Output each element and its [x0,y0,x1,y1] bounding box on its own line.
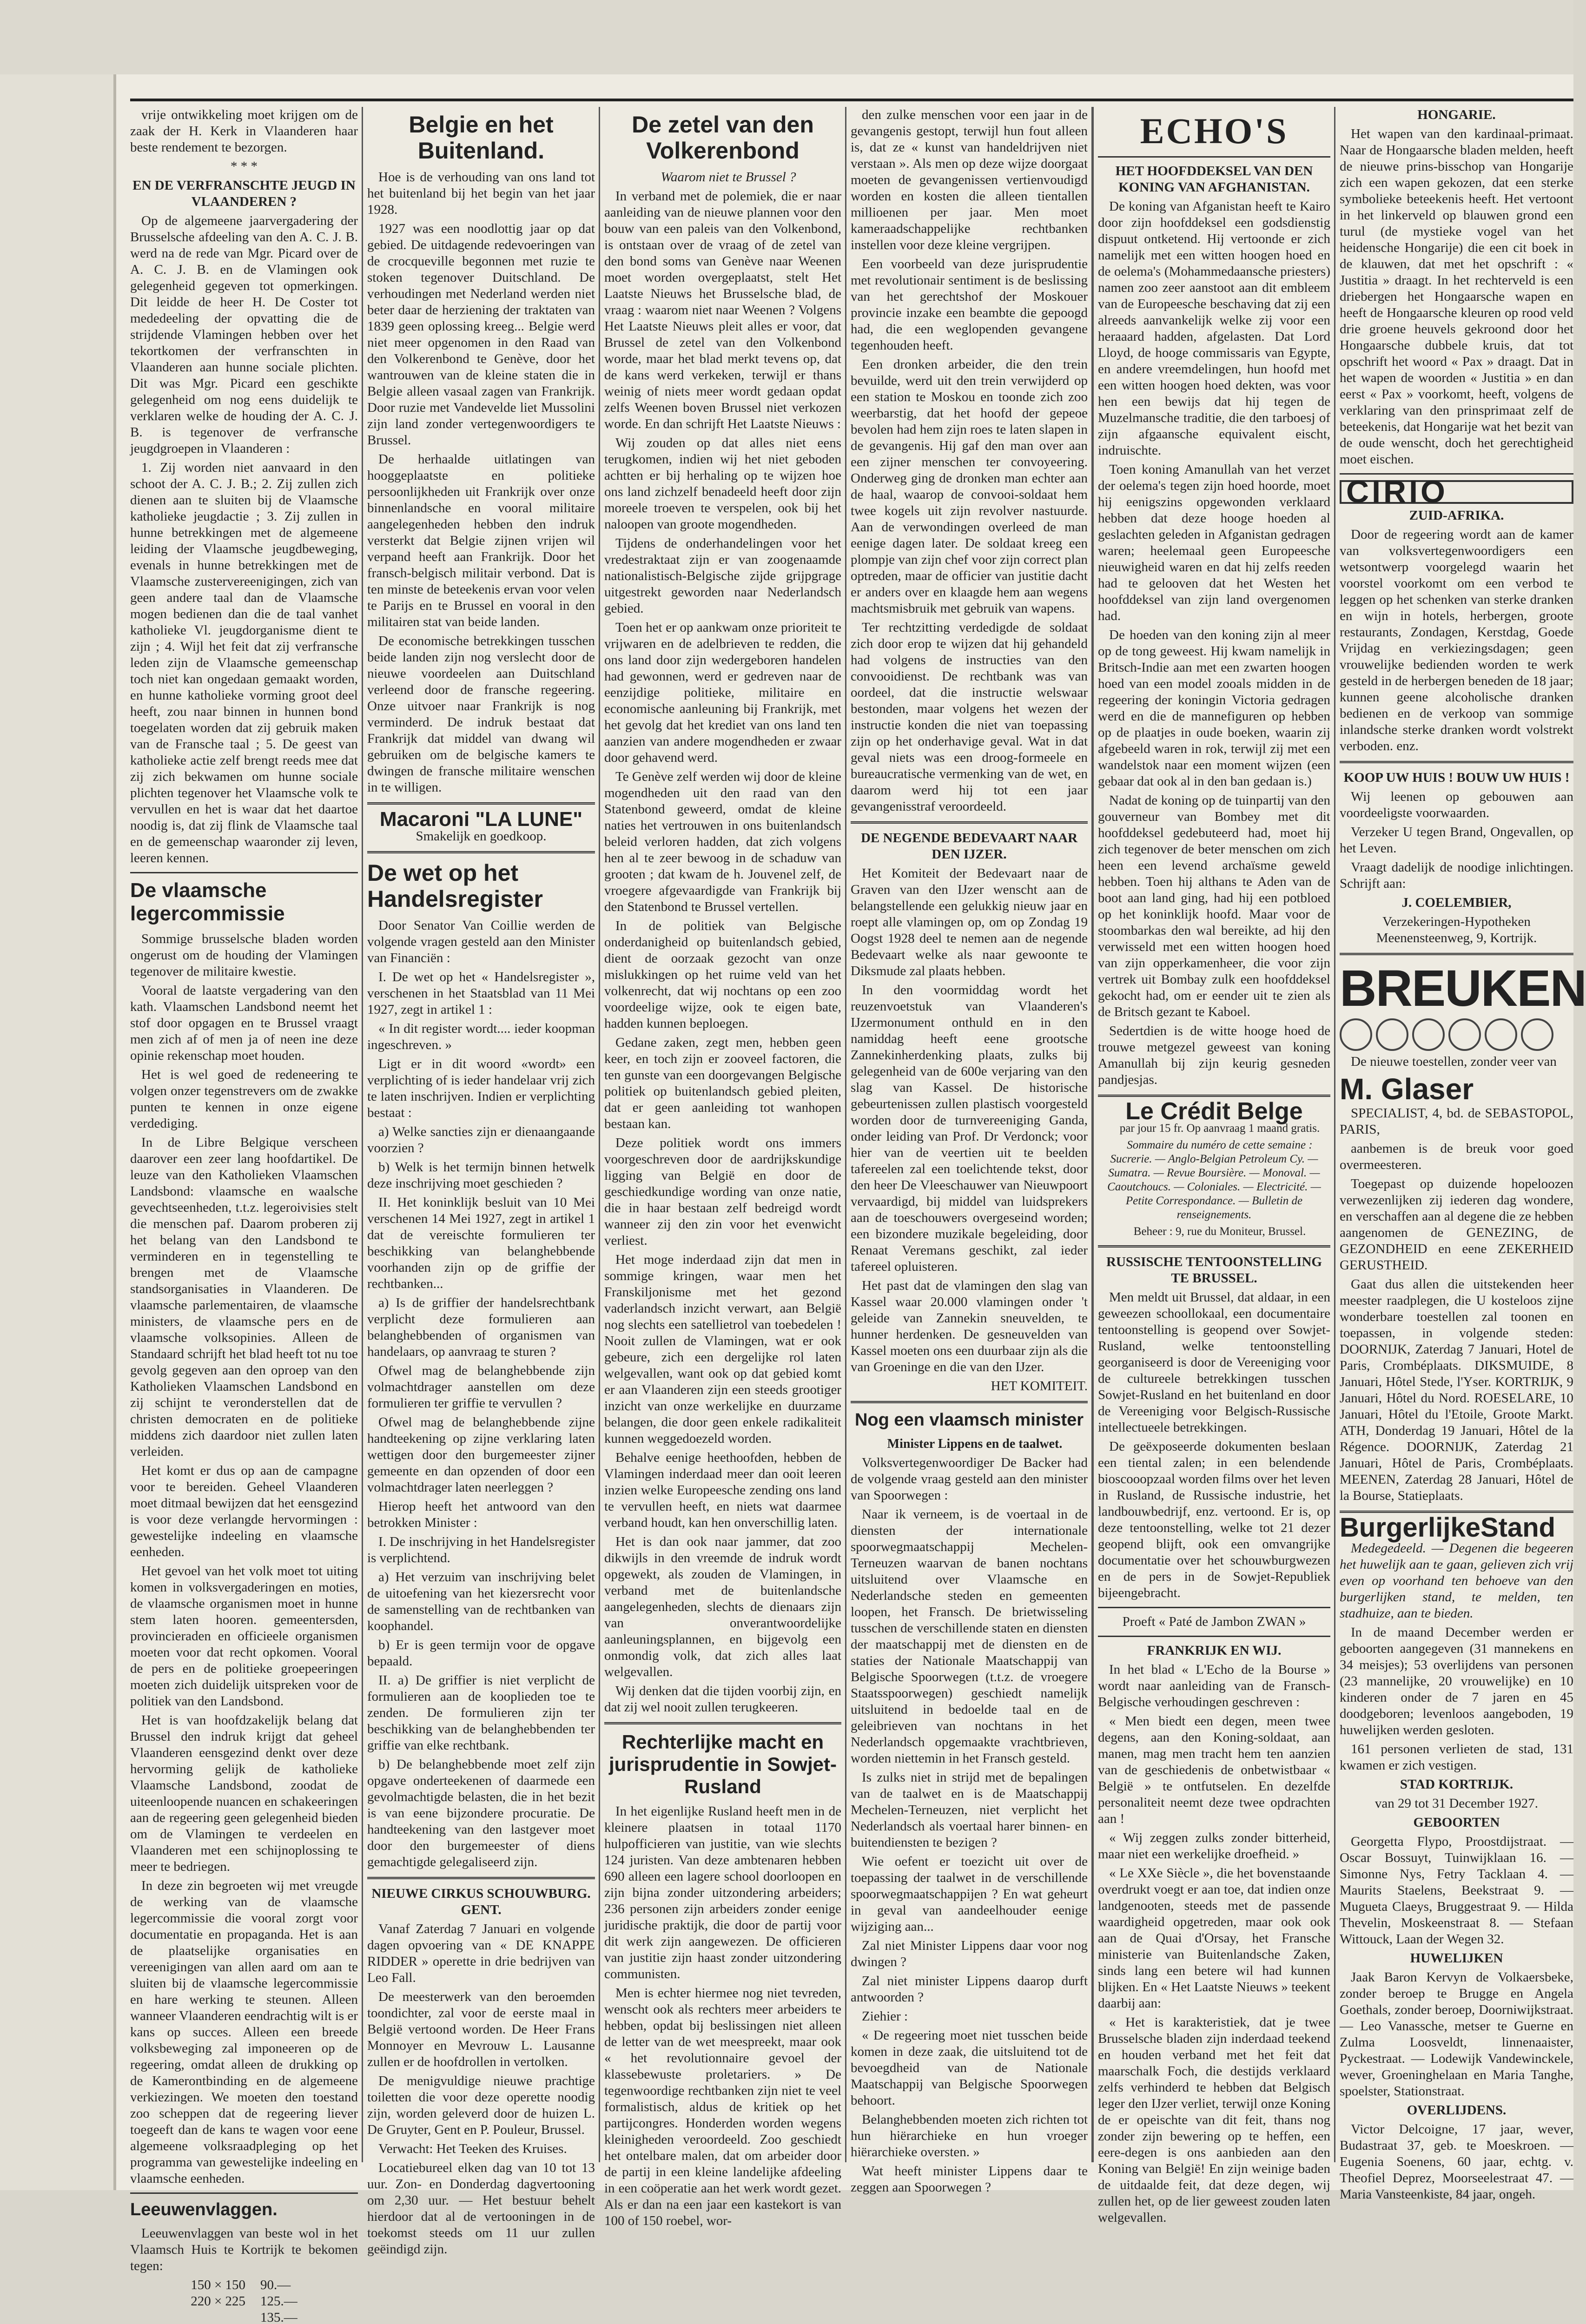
article-text: Het is wel goed de redeneering te volgen onzer tegenstrevers om de zwakke punten te kennen in onze eigene verdediging. [130,1067,358,1131]
article-text: Leeuwenvlaggen van beste wol in het Vlaamsch Huis te Kortrijk te bekomen tegen: [130,2226,358,2273]
page-binding-edge [0,74,116,2190]
article-heading: NIEUWE CIRKUS SCHOUWBURG. GENT. [371,1886,591,1917]
article-text: Het komt er dus op aan de campagne voor te bereiden. Geheel Vlaanderen moet ditmaal bewijzen dat het eensgezind is voor deze verlangde hervormingen : gewestelijke indeeling en vlaamsche eenheden. [130,1463,358,1559]
article-heading: HUWELIJKEN [1410,1951,1503,1966]
article-text: De menigvuldige nieuwe prachtige toiletten die voor deze operette noodig zijn, worden geleverd door de huizen L. De Gruyter, Gent en P. Pouleur, Brussel. [367,2073,595,2137]
column-6 [1340,107,1586,2202]
column-rule [1091,107,1094,2162]
article-text: Behalve eenige heethoofden, hebben de Vlamingen inderdaad meer dan ooit leeren inzien welke Europeesche zending ons land te vervullen heeft, en niets wat daarmee verband houdt, kan hen onverschillig laten. [604,1450,841,1530]
ad-credit-belge-title: Le Crédit Belge [1125,1098,1303,1125]
article-heading: HET HOOFDDEKSEL VAN DEN KONING VAN AFGHANISTAN. [1115,164,1313,195]
article-heading: GEBOORTEN [1413,1815,1500,1830]
scan-background-top [0,0,1573,74]
ad-heading: KOOP UW HUIS ! BOUW UW HUIS ! [1343,770,1570,785]
ad-text: Wij leenen op gebouwen aan voordeeligste voorwaarden. [1340,789,1573,820]
article-text: Wij denken dat die tijden voorbij zijn, en dat zij wel nooit zullen terugkeeren. [604,1684,841,1715]
article-text: « Men biedt een degen, meen twee degens, aan den Koning-soldaat, aan manen, mag men tracht hem ten aanzien van de geschiedenis de onbetwistbaar « België » te ontfutselen. En dezelfde personaliteit neemt deze twee opdrachten aan ! [1098,1714,1330,1826]
article-text: I. De wet op het « Handelsregister », verschenen in het Staatsblad van 11 Mei 1927, zegt in artikel 1 : [367,970,595,1017]
article-heading: HONGARIE. [1417,107,1496,122]
ad-text: Gaat dus allen die uitstekenden heer meester raadplegen, die U kosteloos zijne wonderbare toestellen zal toonen en toepassen, in volgende steden: DOORNIJK, Zaterdag 7 Januari, Hotel de Paris, Crombéplaats. DIKSMUIDE, 8 Januari, Hôtel Stede, l'Yser. KORTRIJK, 9 Januari, Hôtel du Nord. ROESELARE, 10 Januari, Hôtel du l'Etoile, Groote Markt. ATH, Donderdag 19 Januari, Hôtel de la Régence. DOORNIJK, Zaterdag 21 Januari, Hôtel de Paris, Crombéplaats. MEENEN, Zaterdag 28 Januari, Hôtel de la Bourse, Statieplaats. [1340,1277,1573,1503]
article-text: « Het is karakteristiek, dat je twee Brusselsche bladen zijn inderdaad teekend en houden verband met het feit dat maarschalk Foch, die destijds verklaard zelfs verhinderd te hebben dat Belgisch leger den IJzer verliet, terwijl onze Koning de er opeischte van dit feit, thans nog zonder zijn bewering op te heffen, een eere-degen is ons aanbieden aan den Koning van België! En zijn weinige baden de uitdaalde feit, dat deze degen, wij zullen het, op de lier geweest zouden laten welgevallen. [1098,2015,1330,2225]
divider [1340,761,1573,763]
article-text: Locatiebureel elken dag van 10 tot 13 uur. Zon- en Donderdag dagvertooning om 2,30 uur. — Het bestuur behelt hierdoor dat al de vertooningen in de toekomst steeds om 11 uur zullen geëindigd zijn. [367,2160,595,2257]
article-text: Ziehier : [862,2009,908,2024]
article-text: Op de algemeene jaarvergadering der Brusselsche afdeeling van den A. C. J. B. werd na de rede van Mgr. Picard over de A. C. J. B. en de Vlamingen ook gelegenheid gegeven tot opmerkingen. Dit leidde de heer H. De Coster tot mededeeling der opvatting die de strijdende Vlamingen hebben over het tekortkomen der verfranschten in Vlaanderen aan hunne sociale plichten. Dit was Mgr. Picard een geschikte gelegenheid om nog eens duidelijk te verklaren welke de houding der A. C. J. B. is tegenover de verfransche jeugdgroepen in Vlaanderen : [130,213,358,456]
article-text: a) Welke sancties zijn er dienaangaande voorzien ? [367,1124,595,1155]
article-text: a) Is de griffier der handelsrechtbank verplicht deze formulieren aan belanghebbenden of organismen van handelaars, op aanvraag te sturen ? [367,1295,595,1359]
table-row [183,2277,305,2293]
article-text: De hoeden van den koning zijn al meer op de tong geweest. Hij kwam namelijk in Britsch-Indie aan met een zwarten hoogen hoed van een model zooals midden in de regeering der koningin Victoria gedragen werd en die de mannefiguren op hebben op de plaatjes in oude boeken, waarin zij afgebeeld waren in rok, terwijl zij met een wandelstok naar een moment wijzen (een gebaar dat ook al in den ban gedaan is.) [1098,627,1330,789]
ad-text: Toegepast op duizende hopeloozen verwezenlijken zij iederen dag wondere, en verschaffen aan al degene die ze hebben aangenomen de GENEZING, de GEZONDHEID en eene ZEKERHEID GERUSTHEID. [1340,1176,1573,1273]
article-text: « De regeering moet niet tusschen beide komen in deze zaak, die uitsluitend tot de bevoegdheid van de Nationale Maatschappij van Belgische Spoorwegen behoort. [851,2028,1088,2108]
article-text: Volksvertegenwoordiger De Backer had de volgende vraag gesteld aan den minister van Spoorwegen : [851,1455,1088,1503]
article-text: Het is van hoofdzakelijk belang dat Brussel den indruk krijgt dat geheel Vlaanderen eensgezind denkt over deze hervorming gelijk de katholieke Vlaamsche Landsbond, zoodat de uiteenloopende nuancen en schakeeringen aan de regeering geen gelegenheid bieden om de Vlamingen te verdeelen en Vlaanderen met een schijnoplossing te meer te bedriegen. [130,1713,358,1874]
top-rule [130,99,1573,101]
article-text: « Le XXe Siècle », die het bovenstaande overdrukt voegt er aan toe, dat indien onze landgenooten, steeds met de passende waardigheid opgetreden, maar ook ook aan de Quai d'Orsay, het Fransche ministerie van Buitenlandsche Zaken, sinds lang een betere wil had kunnen blijken. En « Het Laatste Nieuws » teekent daarbij aan: [1098,1866,1330,2011]
article-headline: Leeuwenvlaggen. [130,2200,278,2219]
article-text: Wie oefent er toezicht uit over de toepassing der taalwet in de verschillende spoorwegmaatschappijen ? En wat geheurt in geval van aandeelhouder eenige wijziging aan... [851,1854,1088,1934]
article-text: In verband met de polemiek, die er naar aanleiding van de nieuwe plannen voor den bouw van een paleis van den Volkenbond, is ontstaan over de vraag of de zetel van den bond soms van Genève naar Weenen moet worden overgeplaatst, stelt Het Laatste Nieuws het Brusselsche blad, de vraag : waarom niet naar Weenen ? Volgens Het Laatste Nieuws pleit alles er voor, dat Brussel de zetel van den Volkenbond worde, maar het blad merkt tevens op, dat de kans werd verkeken, terwijl er thans weinig of niets meer wordt gedaan opdat zelfs Weenen boven Brussel niet verkozen worde. En dan schrijft Het Laatste Nieuws : [604,189,841,431]
article-text: De koning van Afganistan heeft te Kairo door zijn hoofddeksel een godsdienstig dispuut ontketend. Hij vertoonde er zich namelijk met een witten hoogen hoed en de oelema's (Mohammedaansche priesters) namen zoo zeer aanstoot aan dit embleem van de Europeesche beschaving dat zij een alreeds aanvankelijk welke zij voor een heraaard hadden, afgelasten. Dat Lord Lloyd, de hooge commissaris van Egypte, en andere vreemdelingen, hun hoofd met een witten hoogen hoed dekten, was voor hen een bewijs dat hij tegen de Muzelmansche traditie, die den tarboesj of zijn afgaansche equivalent eischt, indruischte. [1098,199,1330,458]
article-text: Belanghebbenden moeten zich richten tot hun hiërarchieke en hun vroeger hiërarchieke oversten. » [851,2112,1088,2159]
article-text: Men meldt uit Brussel, dat aldaar, in een geweezen schoollokaal, een documentaire tentoonstelling is geopend over Sowjet-Rusland, welke tentoonstelling georganiseerd is door de Vereeniging voor de cultureele betrekkingen tusschen Sowjet-Rusland en het buitenland en door de Vereeniging voor Belgisch-Russische intellectueele betrekkingen. [1098,1290,1330,1435]
section-title-echos: ECHO'S [1140,111,1289,151]
divider [367,802,595,805]
article-text: Sedertdien is de witte hooge hoed de trouwe metgezel geweest van koning Amanullah bij zijn keurig gesneden pandjesjas. [1098,1023,1330,1087]
article-headline: Nog een vlaamsch minister [854,1410,1084,1430]
ad-text: Verzeker U tegen Brand, Ongevallen, op het Leven. [1340,825,1573,856]
divider [130,2192,358,2194]
divider [367,1877,595,1879]
article-text: In de politiek van Belgische onderdanigheid op buitenlandsch gebied, dient de oorzaak gezocht van onze mislukkingen op het ruime veld van het volkenrecht, dat wij nochtans op een zoo voordeelige wijze, ook te eigen bate, hadden kunnen beploegen. [604,918,841,1031]
article-text: Men is echter hiermee nog niet tevreden, wenscht ook als rechters meer arbeiders te hebben, opdat bij beslissingen niet alleen de letter van de wet meespreekt, maar ook « het revolutionnaire gevoel der klassebewuste proletariers. » De tegenwoordige rechtbanken zijn niet te veel formalistisch, aldus de kritiek op het partijcongres. Honderden worden wegens kleinigheden veroordeeld. Zoo geschiedt het ontelbare malen, dat om arbeider door de partij in een kleine landelijke afdeeling in een coöperatie aan het werk wordt gezet. Als er dan na een jaar een kastekort is van 100 of 150 roebel, wor- [604,1986,841,2228]
article-text: Vooral de laatste vergadering van den kath. Vlaamschen Landsbond neemt het stof door opgagen en te Brussel vraagt men zich af of men ja of neen ine deze opinie rekenschap moet houden. [130,983,358,1063]
article-text: Een dronken arbeider, die den trein bevuilde, werd uit den trein verwijderd op een station te Moskou en toonde zich zoo weerbarstig, dat het hoofd der gepeoe bevolen had hem zijn roes te laten slapen in de gevangenis. Hij gaf den man over aan een zijner menschen ter convoyeering. Onderweg ging de dronken man echter aan de haal, waarop de convooi-soldaat hem twee kogels uit zijn revolver nastuurde. Aan de verwondingen overleed de man eenige dagen later. De soldaat kreeg een plompje van zijn chef voor zijn correct plan optreden, maar de officier van justitie dacht er anders over en klaagde hem aan wegens machtsmisbruik met gebruik van wapens. [851,357,1088,616]
table-cell: 220 × 225 [191,2294,246,2309]
column-rule [845,107,846,2162]
article-text: « In dit register wordt.... ieder koopman ingeschreven. » [367,1021,595,1052]
column-rule [599,107,600,2162]
article-text: Ofwel mag de belanghebbende zijn volmachtdrager aanstellen om deze formulieren ter griffie te vervullen ? [367,1363,595,1411]
article-heading: FRANKRIJK EN WIJ. [1147,1643,1282,1658]
ad-text: Sommaire du numéro de cette semaine : Sucrerie. — Anglo-Belgian Petroleum Cy. — Sumatra. — Revue Boursière. — Monoval. — Caoutchoucs. — Coloniales. — Electricité. — Petite Correspondance. — Bulletin de renseignements. [1107,1139,1321,1221]
article-text: Sommige brusselsche bladen worden ongerust om de houding der Vlamingen tegenover de militaire kwestie. [130,931,358,979]
ad-macaroni-title: Macaroni "LA LUNE" [379,808,583,831]
article-heading: DE NEGENDE BEDEVAART NAAR DEN IJZER. [860,831,1078,862]
article-text: « Wij zeggen zulks zonder bitterheid, maar niet een werkelijke droefheid. » [1098,1830,1330,1862]
divider [1098,1095,1330,1097]
article-text: Ter rechtzitting verdedigde de soldaat zich door erop te wijzen dat hij gehandeld had volgens de instructies van den convooidienst. De rechtbank was van oordeel, dat die instructie welswaar bestonden, maar volgens het wezen der instructie konden die niet van toepassing zijn op het onderhavige geval. Wat in dat geval niets was een droog-formeele en bureaucratische vermenking van de wet, en daarom werd hij tot een jaar gevangenisstraf veroordeeld. [851,620,1088,814]
article-text: 1. Zij worden niet aanvaard in den schoot der A. C. J. B.; 2. Zij zullen zich dienen aan te sluiten bij de Vlaamsche katholieke jeugdactie ; 3. Zij zullen in hunne betrekkingen met de algemeene leiding der Vlaamsche jeugdbeweging, evenals in hunne betrekkingen met de Vlaamsche zustervereenigingen, zich van geen andere taal dan de Vlaamsche mogen bedienen dan die de taal vanhet katholieke Vl. jeugdorganisme dient te zijn ; 4. Wijl het feit dat zij verfransche leden zijn de Vlaamsche gemeenschap toch niet kan ongedaan gemaakt worden, en hunne katholieke vorming groot deel heeft, zou naar binnen in hunnen bond toegelaten worden dat zij gebruik maken van de Fransche taal ; 5. De geest van katholieke actie zelf brengt reeds mee dat zij zich bekwamen om hunne sociale plichten tegenover het Vlaamsche volk te vervullen en het is waar dat het daartoe noodig is, dat zij flink de Vlaamsche taal en de gemeenschap waaronder zij leven, leeren kennen. [130,460,358,865]
article-text: Georgetta Flypo, Proostdijstraat. — Oscar Bossuyt, Tuinwijklaan 16. — Simonne Nys, Fetry Tacklaan 4. — Maurits Staelens, Beekstraat 9. — Mugueta Claeys, Bruggestraat 9. — Hilda Thevelin, Moskeenstraat 8. — Stefaan Wittouck, Laan der Wegen 32. [1340,1834,1573,1947]
article-text: vrije ontwikkeling moet krijgen om de zaak der H. Kerk in Vlaanderen haar beste rendement te bezorgen. [130,107,358,155]
article-text: Is zulks niet in strijd met de bepalingen van de taalwet en is de Maatschappij Mechelen-Terneuzen, niet verplicht het Nederlandsch als voertaal harer binnen- en buitendiensten te bezigen ? [851,1770,1088,1850]
ad-cirio-logo: CIRIO [1340,480,1573,504]
article-heading: STAD KORTRIJK. [1400,1777,1513,1792]
article-heading: OVERLIJDENS. [1407,2103,1507,2118]
ad-text: Vraagt dadelijk de noodige inlichtingen. Schrijft aan: [1340,860,1573,891]
article-heading: EN DE VERFRANSCHTE JEUGD IN VLAANDEREN ? [132,178,356,209]
article-text: Het is dan ook naar jammer, dat zoo dikwijls in den vreemde de indruk wordt opgewekt, als zouden de Vlamingen, in verband met de buitenlandsche aangelegenheden, slechts de dienaars zijn van onverantwoordelijke aanleuningsplannen, en bijgevolg een onmondig volk, dat zich alles laat welgevallen. [604,1534,841,1679]
ad-text: aanbemen is de breuk voor goed overmeesteren. [1340,1141,1573,1172]
table-cell [183,2310,253,2324]
article-headline: De zetel van den Volkerenbond [632,112,814,164]
medal-icon [1521,1018,1553,1051]
divider [1098,1607,1330,1608]
separator-stars: * * * [231,159,258,174]
article-headline: Belgie en het Buitenland. [409,112,554,164]
article-headline: Rechterlijke macht en jurisprudentie in Sowjet-Rusland [608,1731,837,1797]
section-title-burgerlijke-stand: BurgerlijkeStand [1340,1512,1556,1543]
article-text: b) De belanghebbende moet zelf zijn opgave onderteekenen of daarmede een gevolmachtigde belasten, die in het bezit is van eene bijzondere procuratie. De handteekening van den lastgever moet door den burgemeester of diens gemachtigde gelegaliseerd zijn. [367,1757,595,1869]
medal-icon [1412,1018,1445,1051]
article-text: Het moge inderdaad zijn dat men in sommige kringen, waar men het Franskiljonisme met het gezond vaderlandsch inzicht verwart, aan België nog slechts een satellietrol van toebedelen ! Nooit zullen de Vlamingen, wat er ook gebeure, zich een dergelijke rol laten welgevallen, want ook op dat gebied komt er aan Vlaanderen zijn een steeds grootiger inzicht van onze werkelijke en duurzame belangen, die door geen enkele radikaliteit kunnen weggedoezeld worden. [604,1252,841,1446]
column-rule [362,107,363,2162]
article-text: De economische betrekkingen tusschen beide landen zijn nog verslecht door de nieuwe voordeelen aan Duitschland verleend door de fransche regeering. Onze uitvoer naar Frankrijk is nog verminderd. De indruk bestaat dat Frankrijk dat middel van dwang wil gebruiken om de belgische kamers te dwingen de fransche militaire wenschen in te willigen. [367,634,595,795]
medal-row [1340,1018,1573,1051]
article-text: Ofwel mag de belanghebbende zijne handteekening op zijne verklaring laten wettigen door den burgemeester zijner gemeente en dan opzenden of door een volmachtdrager laten neerleggen ? [367,1415,595,1495]
article-text: In deze zin begroeten wij met vreugde de werking van de vlaamsche legercommissie die vooral zorgt voor documentatie en propaganda. Het is aan de plaatselijke organisaties en vereenigingen van allen aard om aan te sluiten bij de vlaamsche legercommissie en hare werking te steunen. Alleen wanneer Vlaanderen eendrachtig wilt is er kans op succes. Alleen een breede volksbeweging zal imponeeren op de regeering, omdat alleen de drukking op de Kamerontbinding en de algemeene verkiezingen. We moeten den toestand zoo scheppen dat de regeering liever toegeeft dan de kans te wagen voor eene algemeene volksraadpleging op het programma van gewestelijke indeeling en vlaamsche eenheden. [130,1878,358,2186]
article-text: Toen het er op aankwam onze prioriteit te vrijwaren en de adelbrieven te redden, die ons land door zijn wedergeboren handelen had gewonnen, werd er gedreven naar de eenzijdige politieke, militaire en economische aanleuning bij Frankrijk, met het gevolg dat het krediet van ons land ten aanzien van andere mogendheden er zwaar door gehavend werd. [604,620,841,765]
article-text: Gedane zaken, zegt men, hebben geen keer, en toch zijn er zooveel factoren, die ten gunste van een doorgevangen Belgische politiek op buitenlandsch gebied pleiten, dat er geen aanleiding tot wanhopen bestaan kan. [604,1035,841,1131]
article-text: Hierop heeft het antwoord van den betrokken Minister : [367,1499,595,1530]
article-text: 161 personen verlieten de stad, 131 kwamen er zich vestigen. [1340,1742,1573,1773]
ad-name: J. COELEMBIER, [1401,895,1512,910]
divider [1098,156,1330,158]
divider [1340,953,1573,955]
article-text: Het wapen van den kardinaal-primaat. Naar de Hongaarsche bladen melden, heeft de nieuwe prins-bisschop van Hongarije zich een wapen gekozen, dat een sterke symbolieke beteekenis heeft. Het vertoont in het linkerveld op blauwen grond een turul (de mystieke vogel van het heidensche Hongarije) die een cit boek in de klauwen, dat met het opschrift : « Justitia » draagt. In het rechterveld is een driebergen het Hongaarsche wapen en heeft de Hongaarsche kleuren op rood veld drie groene heuvels gekroond door het Hongaarsche dubbele kruis, dat tot opschrift het woord « Pax » draagt. Dat in het wapen de woorden « Justitia » en dan eerst « Pax » voorkomt, heeft, volgens de verklaring van den prinsprimaat zelf de beteekenis, dat Hongarije wat het bezit van de oude wenscht, doch het gerechtigheid moet eischen. [1340,126,1573,467]
column-rule [1334,107,1335,2162]
article-heading: RUSSISCHE TENTOONSTELLING TE BRUSSEL. [1106,1254,1322,1286]
column-2 [367,107,595,2257]
article-text: Door Senator Van Coillie werden de volgende vragen gesteld aan den Minister van Financiën : [367,918,595,965]
column-5 [1098,107,1330,2225]
article-text: In de maand December werden er geboorten aangegeven (31 mannekens en 34 meisjes); 53 overlijdens van personen (23 mannelijke, 20 vrouwelijke) en 10 kinderen onder de 7 jaren en 45 doodgeboren; levenloos aangeboden, 19 huwelijken werden gesloten. [1340,1625,1573,1737]
table-cell: 150 × 150 [191,2278,246,2292]
article-signature: HET KOMITEIT. [991,1379,1088,1393]
article-text: van 29 tot 31 December 1927. [1375,1796,1539,1811]
article-text: Tijdens de onderhandelingen voor het vredestraktaat zijn er van zoogenaamde nationalistisch-Belgische zijde grijpgrage uitgestrekt geworden naar Nederlandsch gebied. [604,536,841,616]
article-text: In het blad « L'Echo de la Bourse » wordt naar aanleiding van de Fransch-Belgische verhoudingen geschreven : [1098,1662,1330,1710]
article-text: Zal niet minister Lippens daarop durft antwoorden ? [851,1974,1088,2005]
table-cell: 90.— [260,2278,291,2292]
newspaper-page [116,74,1586,2324]
article-text: I. De inschrijving in het Handelsregister is verplichtend. [367,1534,595,1565]
article-text: Verwacht: Het Teeken des Kruises. [378,2141,567,2156]
ad-address: Verzekeringen-Hypotheken Meenensteenweg, 9, Kortrijk. [1376,914,1537,945]
article-text: In de Libre Belgique verscheen daarover een zeer lang hoofdartikel. De leuze van den Katholieken Vlaamschen Landsbond: vlaamsche en waalsche gevechtseenheden, t.t.z. legeroivisies stelt die menschen paf. Daarom proberen zij het belang van den Landsbond te verminderen en in tegenstelling te brengen met de Vlaamsche standsorganisaties in Vlaanderen. De vlaamsche parlementairen, de vlaamsche ministers, de vlaamsche pers en de vlaamsche volksopinies. Alleen de Standaard schrijft het blad heeft tot nu toe gevolg gegeven aan den oproep van den Katholieken Vlaamschen Landsbond en zij schijnt te veronderstellen dat de christen democraten en de politieke middens zich daardoor niet zullen laten verleiden. [130,1135,358,1459]
article-text: Naar ik verneem, is de voertaal in de diensten der internationale spoorwegmaatschappij Mechelen-Terneuzen waarvan de banen nochtans uitsluitend over Vlaamsche en Nederlandsche steden en gemeenten loopen, het Fransch. De brietwisseling tusschen de verschillende staten en diensten der maatschappij met de diensten en de staties der Nationale Maatschappij van Belgische Spoorwegen (t.t.z. de vroegere Staatsspoorwegen) geschiedt namelijk uitsluitend in bedoelde taal en de geleibrieven van nochtans in het Nederlandsch opgemaakte vrachtbrieven, worden niettemin in het Fransch gesteld. [851,1507,1088,1766]
article-text: De meesterwerk van den beroemden toondichter, zal voor de eerste maal in België vertoond worden. De Heer Frans Monnoyer en Mevrouw L. Lausanne zullen er de hoofdrollen in vertolken. [367,1989,595,2069]
article-text: Een voorbeeld van deze jurisprudentie met revolutionair sentiment is de beslissing van het gerechtshof der Moskouer provincie inzake een beambte die gepoogd had, die een weglopenden gevangene tegenhouden heeft. [851,257,1088,353]
divider [851,1401,1088,1403]
article-text: Te Genève zelf werden wij door de kleine mogendheden uit den raad van den Statenbond geweerd, omdat de kleine naties het vertrouwen in ons buitenlandsch beleid verloren hadden, dat zich volgens hen al te zeer bewoog in de schaduw van grooten ; dat kwam de h. Jouvenel zelf, de vroegere afgevaardigde van Frankrijk bij den Statenbond te Brussel vertellen. [604,769,841,914]
ad-text: par jour 15 fr. Op aanvraag 1 maand gratis. [1119,1122,1320,1135]
divider [1098,1636,1330,1637]
article-text: 1927 was een noodlottig jaar op dat gebied. De uitdagende redevoeringen van de crocqueville begonnen met ruzie te stoken tegenover Duitschland. De verhoudingen met Nederland werden niet beter daar de herziening der traktaten van 1839 geen oplossing kreeg... Belgie werd niet meer opgenomen in den Raad van den Volkerenbond te Genève, door het wantrouwen van de kleine staten die in Belgie alleen vasaal zagen van Frankrijk. Door ruzie met Vandevelde liet Mussolini zijn land zonder vertegenwoordigers te Brussel. [367,221,595,448]
article-text: Toen koning Amanullah van het verzet der oelema's tegen zijn hoed hoorde, moet hij eenigszins opgewonden verklaard hebben dat deze hooge hoeden al geslachten geleden in Afganistan gedragen waren; heelemaal geen Europeesche nieuwigheid waren en dat hij zelfs reeden had te gelooven dat het Westen het hoofddeksel van zijn land overgenomen had. [1098,462,1330,623]
article-headline: De vlaamsche legercommissie [130,879,285,925]
article-text: Het gevoel van het volk moet tot uiting komen in volksvergaderingen en moties, de vlaamsche organismen moet in hunne stem laten hooren. gemeentersden, provincieraden en officieele organismen moeten voor dat recht opkomen. Vooral de pers en de politieke groepeeringen moeten zich duidelijk uitspreken voor de politiek van den Landsbond. [130,1564,358,1709]
article-text: b) Er is geen termijn voor de opgave bepaald. [367,1637,595,1669]
table-row [183,2293,305,2310]
column-3 [604,107,841,2228]
article-text: In het eigenlijke Rusland heeft men in de kleinere plaatsen in totaal 1170 hulpofficieren van justitie, van wie slechts 124 juristen. Van deze ambtenaren hebben 690 alleen een lagere school doorloopen en zijn bijna zonder uitzondering arbeiders; 236 personen zijn arbeiders zonder eenige juridische praktijk, die door de partij voor dit werk zijn aangewezen. De officieren van justitie zijn haast zonder uitzondering communisten. [604,1804,841,1981]
article-text: Vanaf Zaterdag 7 Januari en volgende dagen opvoering van « DE KNAPPE RIDDER » operette in drie bedrijven van Leo Fall. [367,1921,595,1985]
medal-icon [1376,1018,1408,1051]
article-text: Door de regeering wordt aan de kamer van volksvertegenwoordigers een wetsontwerp voorgelegd waarin het voorstel voorkomt om een verbod te leggen op het schenken van sterke dranken en wijn in hotels, herbergen, groote restaurants, Zondagen, Kerstdag, Goede Vrijdag en verkiezingsdagen; geen vrouwelijke bedienden worden te werk gesteld in de herbergen beneden de 18 jaar; kunnen geene alcoholische dranken bedienen en de verkoop van sommige inlandsche sterke dranken wordt volstrekt verboden. enz. [1340,527,1573,753]
article-text: II. a) De griffier is niet verplicht de formulieren aan de kooplieden toe te zenden. De formulieren zijn ter beschikking van de belanghebbenden ter griffie van elke rechtbank. [367,1673,595,1753]
article-text: Zal niet Minister Lippens daar voor nog dwingen ? [851,1938,1088,1969]
article-text: Nadat de koning op de tuinpartij van den gouverneur van Bombey met dit hoofddeksel gedebuteerd had, moet hij zich tegenover de beter menschen om zich heen een levend archaïsme geweld hebben. Toen hij althans te Aden van de boot aan land ging, had hij een potbloed op het koninklijk hoofd. Maar voor de stoombarkas den wal bereikte, ad hij den verwisseld met een witten hoogen hoed van zijn opperkamenheer, die voor zijn vertrek uit Bombay zulk een hoofddeksel gekocht had, om er eender uit te zien als de Britsch gezant te Kaboel. [1098,793,1330,1019]
table-cell: 135.— [260,2310,297,2324]
article-text: De geëxposeerde dokumenten beslaan een tiental zalen; in een belendende bioscooopzaal worden films over het leven in Rusland, de Russische industrie, het landbouwbedrijf, enz. vertoond. Er is, op deze tentoonstelling, welke tot 21 dezer geopend blijft, ook een omvangrijke documentatie over het schouwburgwezen en de pers in de Sowjet-Republiek bijeengebracht. [1098,1439,1330,1600]
article-subtitle: Minister Lippens en de taalwet. [887,1437,1063,1451]
ad-breuken-title: BREUKEN [1340,960,1586,1017]
article-text: Het Komiteit der Bedevaart naar de Graven van den IJzer wenscht aan de belangstellende een gelukkig nieuw jaar en roept alle vlamingen op, om op Zondag 19 Oogst 1928 deel te nemen aan de negende Bedevaart welke als naar gewoonte te Diksmude zal plaats hebben. [851,866,1088,978]
table-row [183,2310,305,2324]
article-text: den zulke menschen voor een jaar in de gevangenis gestopt, terwijl hun fout alleen is, dat ze « kunst van handeldrijven niet verstaan ». Als men op deze wijze doorgaat moeten de gevangenissen vertienvoudigd worden en kosten die alleen tientallen millioenen per jaar. Men moet kameraadschappelijke rechtbanken instellen voor deze kleine vergrijpen. [851,107,1088,252]
divider [130,872,358,873]
ad-text: Beheer : 9, rue du Moniteur, Brussel. [1133,1225,1306,1238]
ad-text: De nieuwe toestellen, zonder veer van [1351,1054,1557,1069]
article-text: a) Het verzuim van inschrijving belet de uitoefening van het kiezersrecht voor de samenstelling van de rechtbanken van koophandel. [367,1570,595,1633]
medal-icon [1485,1018,1517,1051]
article-text: II. Het koninklijk besluit van 10 Mei verschenen 14 Mei 1927, zegt in artikel 1 dat de vereischte formulieren ter beschikking van belanghebbende voorhanden zijn op de griffie der rechtbanken... [367,1195,595,1291]
article-text: Deze politiek wordt ons immers voorgeschreven door de aardrijkskundige ligging van België en door de geschiedkundige wording van onze natie, die in haar bestaan zelf bedreigd wordt wanneer zij den zin voor het evenwicht verliest. [604,1136,841,1248]
table-cell: 125.— [260,2294,297,2309]
column-1 [130,107,358,2324]
divider [1098,1245,1330,1248]
article-text: Wat heeft minister Lippens daar te zeggen aan Spoorwegen ? [851,2164,1088,2195]
ad-text: Proeft « Paté de Jambon ZWAN » [1122,1614,1306,1629]
article-text: Wij zouden op dat alles niet eens terugkomen, indien wij het niet geboden achtten er bij herhaling op te wijzen hoe ons land zichzelf benadeeld heeft door zijn moreele troeven te verspelen, ook bij het naloopen van groote mogendheden. [604,436,841,532]
article-text: In den voormiddag wordt het reuzenvoetstuk van Vlaanderen's IJzermonument onthuld en in den namiddag heeft eene grootsche Zannekinherdenking plaats, zulks bij gelegenheid van de 600e verjaring van den slag van Kassel. De historische gebeurtenissen zullen plastisch voorgesteld worden door de turnvereeniging Ganda, onder leiding van Prof. Dr Verdonck; voor hier van de veertien uit te beelden tafereelen zal een toelichtende tekst, door den heer De Vleeschauwer van Nieuwpoort vervaardigd, bij middel van luidsprekers aan de toeschouwers overgeseind worden; een bizondere muzikale begeleiding, door Renaat Veremans geschikt, zal ieder tafereel opluisteren. [851,983,1088,1274]
article-heading: ZUID-AFRIKA. [1409,508,1504,523]
medal-icon [1340,1018,1372,1051]
divider [851,821,1088,824]
medal-icon [1448,1018,1481,1051]
divider [367,851,595,853]
article-text: Victor Delcoigne, 17 jaar, wever, Budastraat 37, geb. te Moeskroen. — Eugenia Soenens, 60 jaar, echtg. v. Theofiel Deprez, Moorseelestraat 47. — Maria Vansteenkiste, 84 jaar, ongeh. [1340,2122,1573,2202]
article-text: b) Welk is het termijn binnen hetwelk deze inschrijving moet geschieden ? [367,1160,595,1191]
article-text: De herhaalde uitlatingen van hooggeplaatste en politieke persoonlijkheden uit Frankrijk over onze binnenlandsche en vooral militaire aangelegenheden hebben den indruk versterkt dat Belgie zijnen vrijen wil verpand heeft aan Frankrijk. Door het fransch-belgisch militair verbond. Dat is ten minste de beteekenis ervan voor velen te Parijs en te Brussel en vooral in den militairen stat van beide landen. [367,452,595,629]
article-text: Medegedeeld. — Degenen die begeeren het huwelijk aan te gaan, gelieven zich vrij even op voorhand ten behoeve van den burgerlijken stand, te melden, ten stadhuize, aan te bieden. [1340,1541,1573,1621]
article-text: Hoe is de verhouding van ons land tot het buitenland bij het begin van het jaar 1928. [367,170,595,217]
ad-text: SPECIALIST, 4, bd. de SEBASTOPOL, PARIS, [1340,1106,1573,1137]
article-text: Jaak Baron Kervyn de Volkaersbeke, zonder beroep te Brugge en Angela Goethals, zonder beroep, Doorniwijkstraat. — Leo Vanassche, metser te Guerne en Zulma Loosveldt, linnenaaister, Pyckestraat. — Lodewijk Vandewinckele, wever, Groeninghelaan en Maria Tanghe, spoelster, Stationstraat. [1340,1970,1573,2099]
article-text: Het past dat de vlamingen den slag van Kassel waar 20.000 vlamingen onder 't geleide van Zannekin sneuvelden, te hunner herdenken. De gesneuvelden van Kassel moeten ons een duurbaar zijn als die van Groeninge en die van den IJzer. [851,1278,1088,1374]
article-subtitle: Waarom niet te Brussel ? [661,170,796,185]
flag-price-table [183,2277,305,2324]
article-text: Ligt er in dit woord «wordt» een verplichting of is ieder handelaar vrij zich te laten inschrijven. Indien er verplichting bestaat : [367,1056,595,1120]
column-4 [851,107,1088,2195]
ad-glaser-name: M. Glaser [1340,1072,1474,1106]
divider [604,1722,841,1724]
article-headline: De wet op het Handelsregister [367,860,543,912]
ad-macaroni-subtitle: Smakelijk en goedkoop. [416,829,547,844]
